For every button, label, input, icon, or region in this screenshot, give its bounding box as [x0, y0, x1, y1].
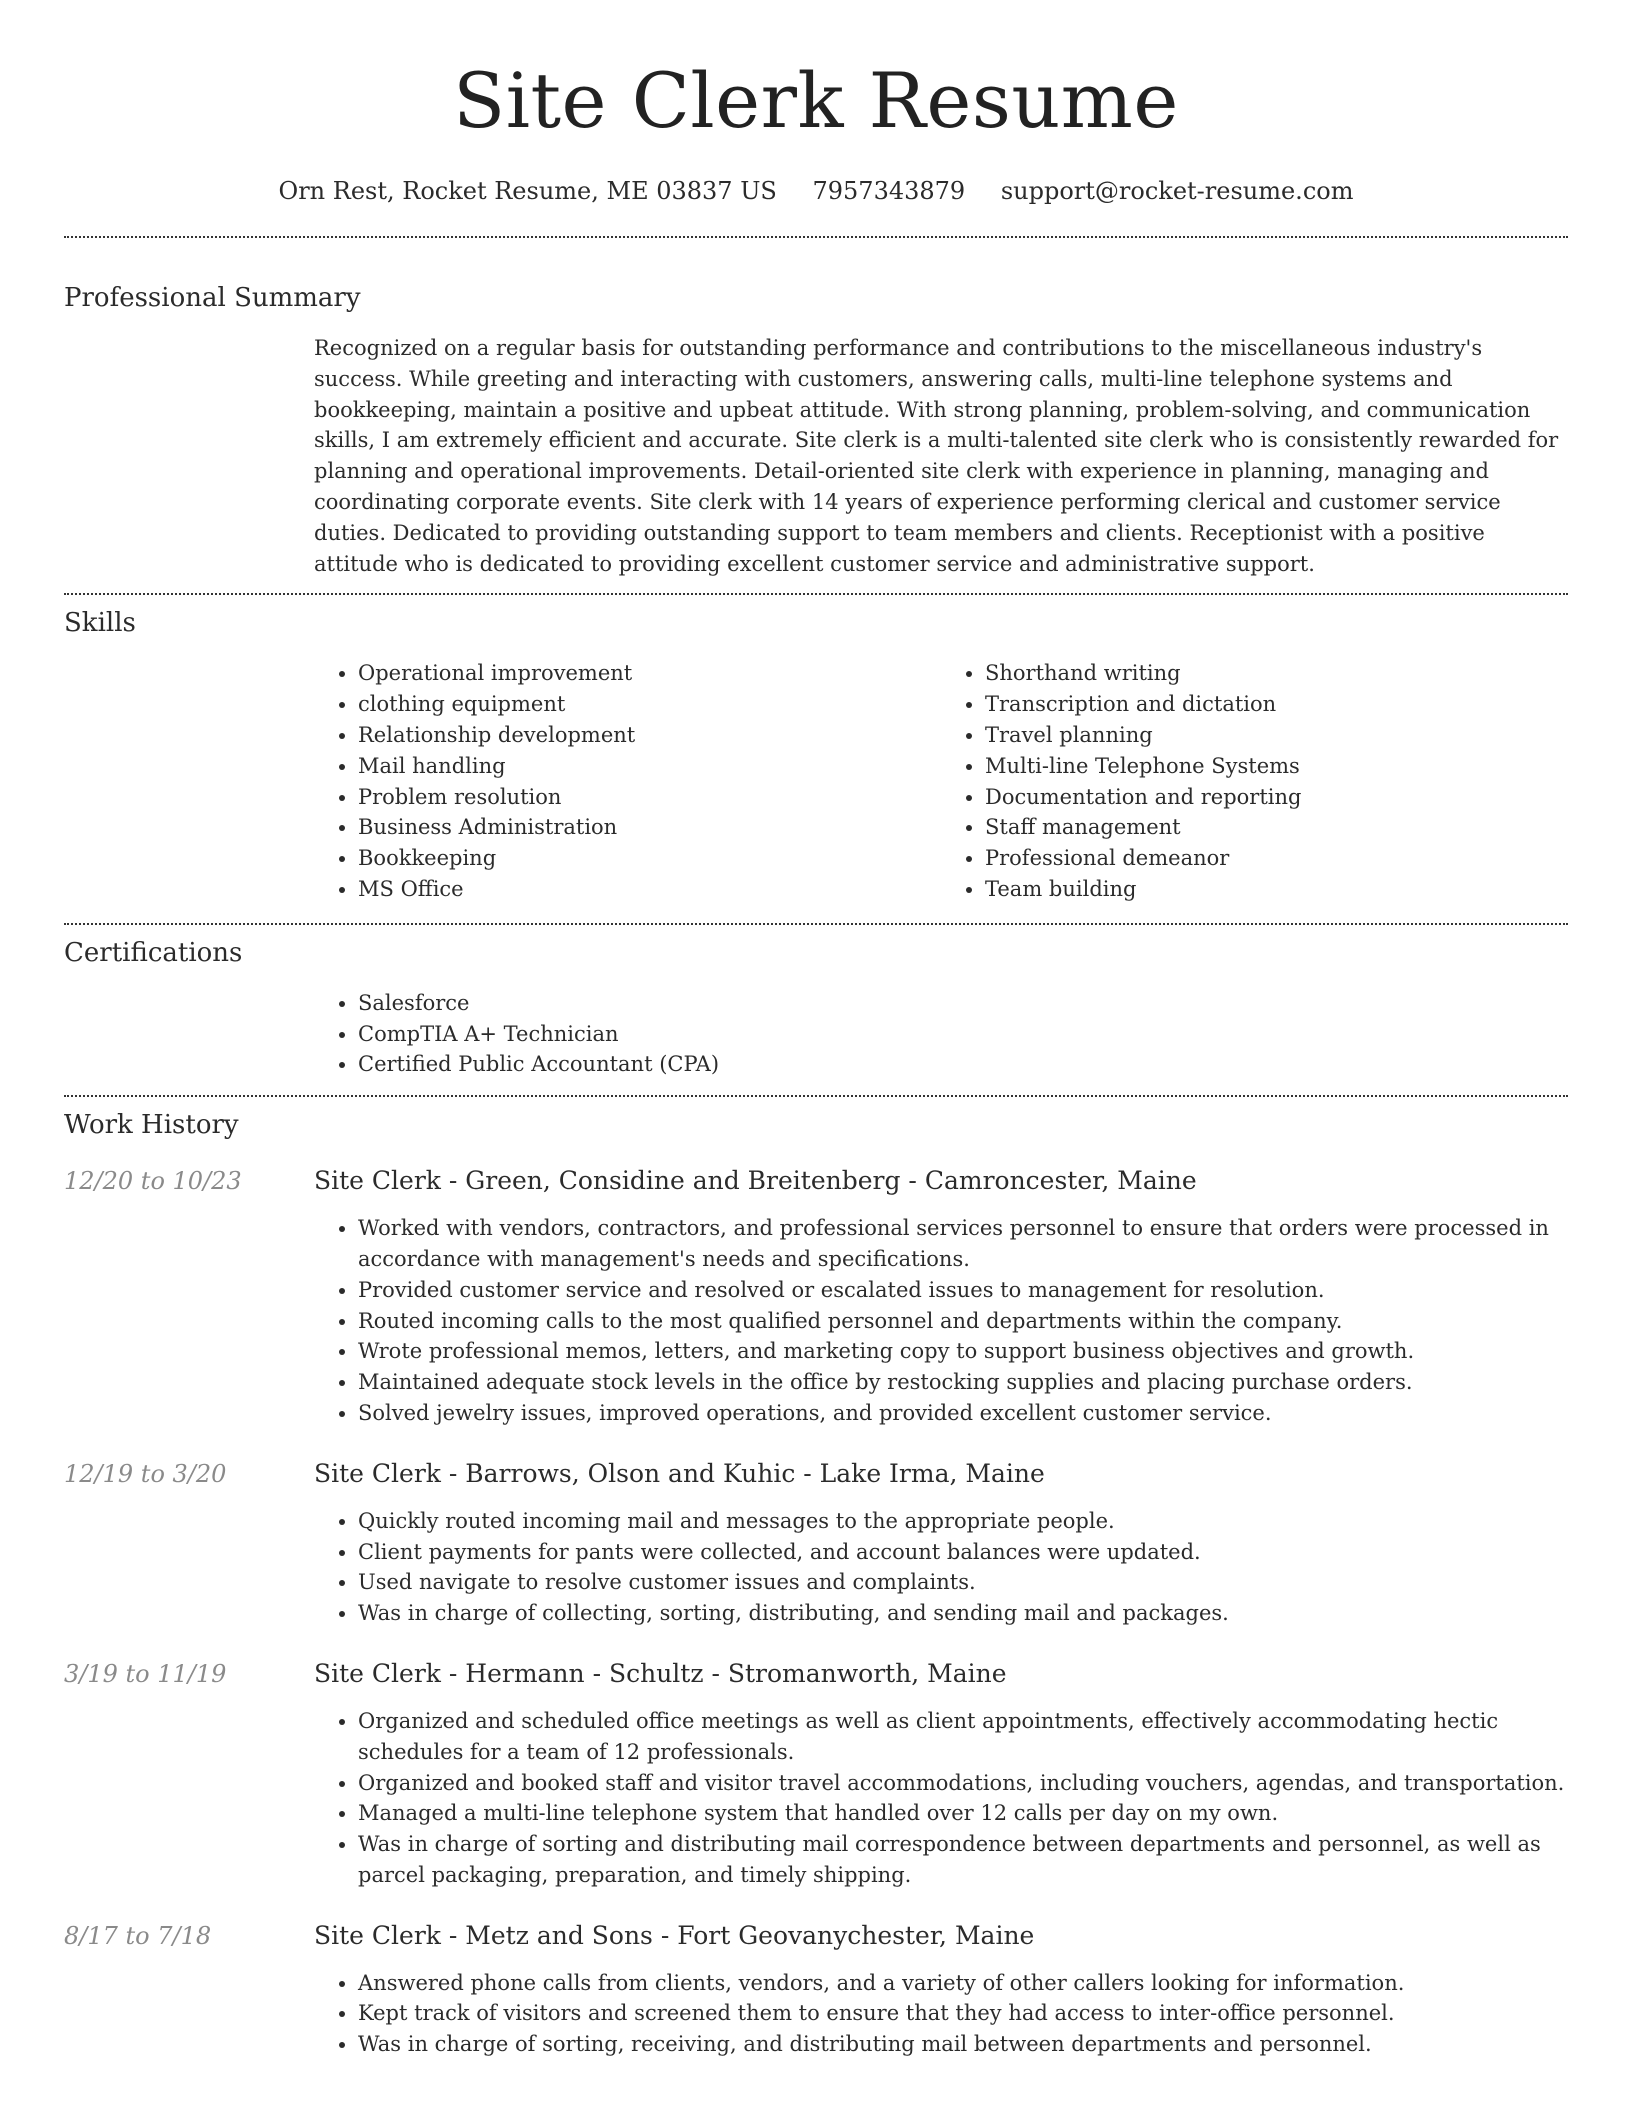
list-item: • Relationship development — [358, 720, 941, 751]
contact-line — [64, 176, 1568, 206]
list-item: • Managed a multi-line telephone system that handled over 12 calls per day on my own. — [358, 1798, 1568, 1829]
job-title: Site Clerk - Metz and Sons - Fort Geovanychester, Maine — [314, 1920, 1035, 1950]
list-item: • Professional demeanor — [985, 843, 1568, 874]
list-item: • Travel planning — [985, 720, 1568, 751]
list-item: • Problem resolution — [358, 782, 941, 813]
section-heading-certifications: Certifications — [64, 937, 243, 968]
list-item: • Organized and scheduled office meetings as well as client appointments, effectively accommodating hectic schedules for a team of 12 professionals. — [358, 1706, 1568, 1768]
skills-columns — [314, 658, 1568, 904]
contact-email: support@rocket-resume.com — [1000, 177, 1354, 205]
list-item: • Solved jewelry issues, improved operations, and provided excellent customer service. — [358, 1398, 1568, 1429]
skills-list-right — [941, 658, 1568, 904]
resume-page — [64, 0, 1568, 2060]
contact-phone: 7957343879 — [812, 177, 966, 205]
certifications-section — [64, 925, 1568, 1095]
job-dates: 12/19 to 3/20 — [64, 1459, 227, 1488]
job-bullets — [314, 1706, 1568, 1891]
work-history-section — [64, 1097, 1568, 2060]
job-entry — [64, 1659, 1568, 1891]
section-heading-skills: Skills — [64, 608, 136, 639]
skills-content — [314, 658, 1568, 904]
job-bullets — [314, 1213, 1568, 1429]
job-title: Site Clerk - Barrows, Olson and Kuhic - Lake Irma, Maine — [314, 1458, 1045, 1488]
list-item: • Kept track of visitors and screened them to ensure that they had access to inter-office personnel. — [358, 1998, 1568, 2029]
list-item: • Wrote professional memos, letters, and marketing copy to support business objectives and growth. — [358, 1336, 1568, 1367]
skills-list-left — [314, 658, 941, 904]
job-title: Site Clerk - Green, Considine and Breitenberg - Camroncester, Maine — [314, 1166, 1197, 1196]
list-item: • Transcription and dictation — [985, 689, 1568, 720]
list-item: • Staff management — [985, 812, 1568, 843]
job-entry — [64, 1166, 1568, 1429]
certifications-content — [314, 988, 1568, 1080]
list-item: • MS Office — [358, 874, 941, 905]
professional-summary-section — [64, 238, 1568, 593]
section-heading-work-history: Work History — [64, 1110, 239, 1141]
list-item: • Multi-line Telephone Systems — [985, 751, 1568, 782]
list-item: • Business Administration — [358, 812, 941, 843]
contact-address: Orn Rest, Rocket Resume, ME 03837 US — [278, 177, 777, 205]
list-item: • Organized and booked staff and visitor travel accommodations, including vouchers, agendas, and transportation. — [358, 1768, 1568, 1799]
job-dates: 12/20 to 10/23 — [64, 1167, 242, 1196]
summary-content — [314, 333, 1568, 579]
list-item: • clothing equipment — [358, 689, 941, 720]
list-item: • Was in charge of sorting and distributing mail correspondence between departments and personnel, as well as parcel packaging, preparation, and timely shipping. — [358, 1829, 1568, 1891]
list-item: • Provided customer service and resolved or escalated issues to management for resolution. — [358, 1275, 1568, 1306]
list-item: • Used navigate to resolve customer issues and complaints. — [358, 1567, 1568, 1598]
job-bullets — [314, 1506, 1568, 1629]
job-entry — [64, 1459, 1568, 1629]
list-item: • Shorthand writing — [985, 658, 1568, 689]
list-item: • Worked with vendors, contractors, and professional services personnel to ensure that orders were processed in accordance with management's needs and specifications. — [358, 1213, 1568, 1275]
section-heading-summary: Professional Summary — [64, 283, 361, 313]
job-dates: 3/19 to 11/19 — [64, 1659, 227, 1688]
list-item: • Team building — [985, 874, 1568, 905]
job-dates: 8/17 to 7/18 — [64, 1921, 212, 1950]
job-entry — [64, 1921, 1568, 2060]
summary-paragraph: Recognized on a regular basis for outstanding performance and contributions to the miscellaneous industry's success. While greeting and interacting with customers, answering calls, multi-line telephone systems and bookkeeping, maintain a positive and upbeat attitude. With strong planning, problem-solving, and communication skills, I am extremely efficient and accurate. Site clerk is a multi-talented site clerk who is consistently rewarded for planning and operational improvements. Detail-oriented site clerk with experience in planning, managing and coordinating corporate events. Site clerk with 14 years of experience performing clerical and customer service duties. Dedicated to providing outstanding support to team members and clients. Receptionist with a positive attitude who is dedicated to providing excellent customer service and administrative support. — [314, 336, 1559, 576]
job-bullets — [314, 1968, 1568, 2060]
list-item: • CompTIA A+ Technician — [358, 1019, 1568, 1050]
list-item: • Client payments for pants were collected, and account balances were updated. — [358, 1537, 1568, 1568]
list-item: • Documentation and reporting — [985, 782, 1568, 813]
certifications-list — [314, 988, 1568, 1080]
list-item: • Answered phone calls from clients, vendors, and a variety of other callers looking for information. — [358, 1968, 1568, 1999]
list-item: • Was in charge of collecting, sorting, distributing, and sending mail and packages. — [358, 1598, 1568, 1629]
list-item: • Bookkeeping — [358, 843, 941, 874]
list-item: • Salesforce — [358, 988, 1568, 1019]
skills-section — [64, 595, 1568, 922]
list-item: • Quickly routed incoming mail and messages to the appropriate people. — [358, 1506, 1568, 1537]
list-item: • Certified Public Accountant (CPA) — [358, 1049, 1568, 1080]
work-history-jobs — [64, 1166, 1568, 2060]
list-item: • Mail handling — [358, 751, 941, 782]
list-item: • Routed incoming calls to the most qualified personnel and departments within the company. — [358, 1306, 1568, 1337]
list-item: • Operational improvement — [358, 658, 941, 689]
list-item: • Maintained adequate stock levels in the office by restocking supplies and placing purchase orders. — [358, 1367, 1568, 1398]
list-item: • Was in charge of sorting, receiving, and distributing mail between departments and personnel. — [358, 2029, 1568, 2060]
resume-title: Site Clerk Resume — [453, 56, 1179, 145]
job-title: Site Clerk - Hermann - Schultz - Stromanworth, Maine — [314, 1658, 1007, 1688]
